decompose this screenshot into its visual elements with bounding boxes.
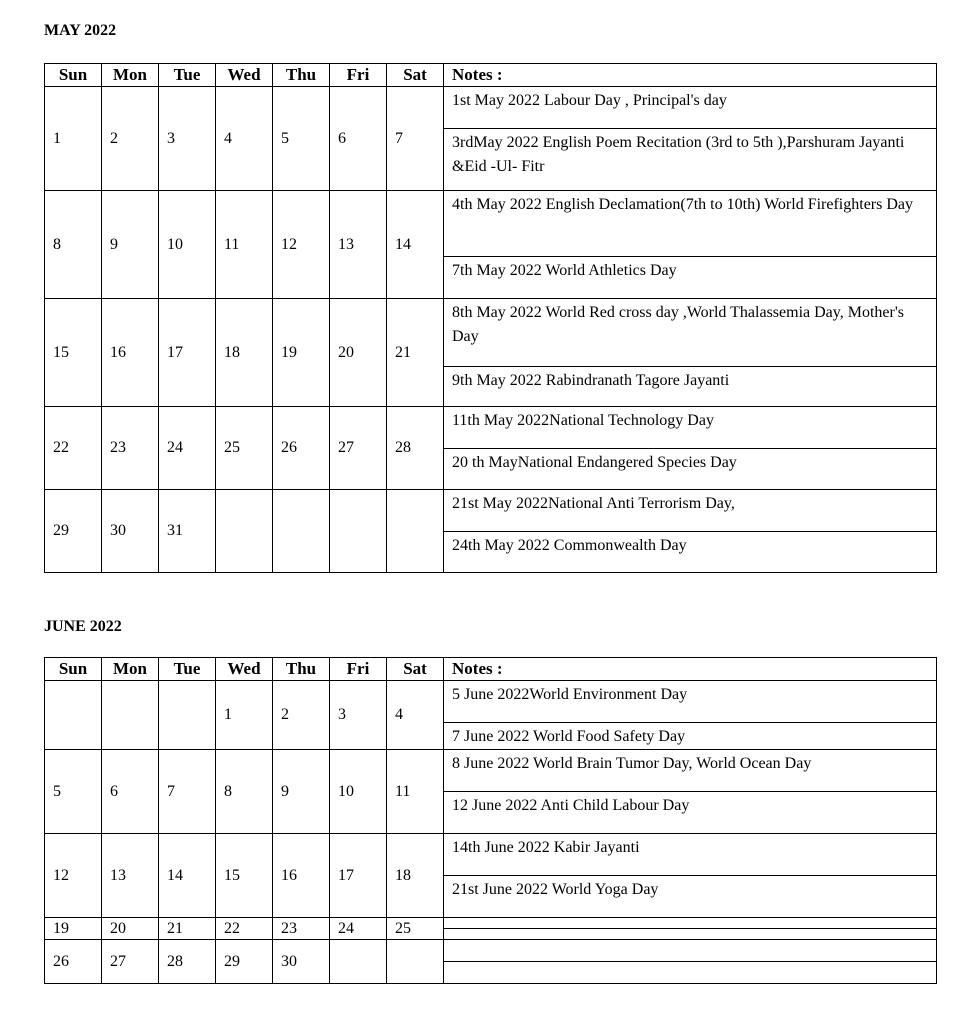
day-cell: 25 bbox=[216, 407, 273, 490]
note-text: 11th May 2022National Technology Day bbox=[452, 412, 714, 429]
day-cell: 2 bbox=[102, 87, 159, 191]
day-cell: 25 bbox=[387, 918, 444, 940]
day-cell: 28 bbox=[387, 407, 444, 490]
note-text: 24th May 2022 Commonwealth Day bbox=[452, 537, 687, 554]
day-header-tue: Tue bbox=[159, 658, 216, 681]
day-header-sun: Sun bbox=[45, 64, 102, 87]
day-cell: 27 bbox=[102, 940, 159, 984]
june-calendar-table bbox=[44, 657, 937, 984]
note-cell bbox=[444, 681, 937, 723]
day-cell: 18 bbox=[387, 834, 444, 918]
day-cell: 5 bbox=[45, 750, 102, 834]
day-cell: 26 bbox=[273, 407, 330, 490]
note-cell bbox=[444, 940, 937, 962]
note-text: 4th May 2022 English Declamation(7th to 10th) World Firefighters Day bbox=[452, 196, 914, 213]
day-cell: 8 bbox=[45, 191, 102, 299]
day-cell: 9 bbox=[273, 750, 330, 834]
day-header-thu: Thu bbox=[273, 658, 330, 681]
note-text: 1st May 2022 Labour Day , Principal's day bbox=[452, 92, 727, 109]
day-cell: 3 bbox=[330, 681, 387, 750]
day-header-wed: Wed bbox=[216, 658, 273, 681]
day-cell: 26 bbox=[45, 940, 102, 984]
day-cell bbox=[330, 490, 387, 573]
day-cell bbox=[159, 681, 216, 750]
day-cell: 6 bbox=[330, 87, 387, 191]
day-header-wed: Wed bbox=[216, 64, 273, 87]
note-text bbox=[452, 918, 930, 920]
day-cell bbox=[387, 940, 444, 984]
day-cell: 3 bbox=[159, 87, 216, 191]
day-cell: 17 bbox=[330, 834, 387, 918]
day-cell: 21 bbox=[387, 299, 444, 407]
day-cell: 23 bbox=[273, 918, 330, 940]
note-cell bbox=[444, 723, 937, 750]
day-cell: 16 bbox=[273, 834, 330, 918]
day-cell: 30 bbox=[102, 490, 159, 573]
note-cell bbox=[444, 129, 937, 191]
day-cell: 24 bbox=[330, 918, 387, 940]
day-cell: 27 bbox=[330, 407, 387, 490]
note-cell bbox=[444, 918, 937, 929]
day-header-mon: Mon bbox=[102, 64, 159, 87]
day-cell bbox=[387, 490, 444, 573]
note-text: 12 June 2022 Anti Child Labour Day bbox=[452, 797, 690, 814]
note-text: 21st May 2022National Anti Terrorism Day, bbox=[452, 495, 735, 512]
note-cell bbox=[444, 299, 937, 367]
day-cell bbox=[216, 490, 273, 573]
day-header-sat: Sat bbox=[387, 64, 444, 87]
day-cell: 29 bbox=[45, 490, 102, 573]
day-cell: 14 bbox=[387, 191, 444, 299]
note-text: 14th June 2022 Kabir Jayanti bbox=[452, 839, 640, 856]
note-cell bbox=[444, 962, 937, 984]
day-cell: 30 bbox=[273, 940, 330, 984]
note-cell bbox=[444, 191, 937, 257]
note-cell bbox=[444, 750, 937, 792]
day-header-sun: Sun bbox=[45, 658, 102, 681]
note-text: 9th May 2022 Rabindranath Tagore Jayanti bbox=[452, 372, 730, 389]
day-cell: 7 bbox=[387, 87, 444, 191]
note-cell bbox=[444, 929, 937, 940]
note-cell bbox=[444, 532, 937, 573]
note-text: 8th May 2022 World Red cross day ,World Thalassemia Day, Mother's Day bbox=[452, 304, 904, 345]
note-cell bbox=[444, 367, 937, 407]
day-cell: 28 bbox=[159, 940, 216, 984]
day-cell bbox=[45, 681, 102, 750]
day-cell: 12 bbox=[273, 191, 330, 299]
day-cell: 11 bbox=[216, 191, 273, 299]
day-cell: 9 bbox=[102, 191, 159, 299]
day-cell bbox=[330, 940, 387, 984]
notes-header: Notes : bbox=[444, 64, 937, 87]
note-cell bbox=[444, 490, 937, 532]
note-text: 7th May 2022 World Athletics Day bbox=[452, 262, 677, 279]
notes-header: Notes : bbox=[444, 658, 937, 681]
day-cell: 2 bbox=[273, 681, 330, 750]
day-cell: 20 bbox=[102, 918, 159, 940]
day-header-fri: Fri bbox=[330, 64, 387, 87]
day-cell: 31 bbox=[159, 490, 216, 573]
day-cell bbox=[273, 490, 330, 573]
day-cell: 24 bbox=[159, 407, 216, 490]
note-text bbox=[452, 962, 930, 964]
day-header-sat: Sat bbox=[387, 658, 444, 681]
note-text: 20 th MayNational Endangered Species Day bbox=[452, 454, 737, 471]
day-cell: 18 bbox=[216, 299, 273, 407]
day-cell: 11 bbox=[387, 750, 444, 834]
day-cell: 13 bbox=[330, 191, 387, 299]
day-header-mon: Mon bbox=[102, 658, 159, 681]
note-text: 21st June 2022 World Yoga Day bbox=[452, 881, 659, 898]
day-cell: 22 bbox=[45, 407, 102, 490]
day-cell: 4 bbox=[216, 87, 273, 191]
day-cell: 17 bbox=[159, 299, 216, 407]
day-cell: 1 bbox=[45, 87, 102, 191]
note-text: 3rdMay 2022 English Poem Recitation (3rd to 5th ),Parshuram Jayanti &Eid -Ul- Fitr bbox=[452, 134, 905, 175]
day-cell: 7 bbox=[159, 750, 216, 834]
note-cell bbox=[444, 87, 937, 129]
day-cell: 1 bbox=[216, 681, 273, 750]
day-cell: 15 bbox=[216, 834, 273, 918]
day-cell bbox=[102, 681, 159, 750]
day-cell: 8 bbox=[216, 750, 273, 834]
day-cell: 22 bbox=[216, 918, 273, 940]
day-header-thu: Thu bbox=[273, 64, 330, 87]
day-cell: 19 bbox=[45, 918, 102, 940]
note-cell bbox=[444, 876, 937, 918]
day-cell: 21 bbox=[159, 918, 216, 940]
day-cell: 20 bbox=[330, 299, 387, 407]
day-header-fri: Fri bbox=[330, 658, 387, 681]
day-cell: 6 bbox=[102, 750, 159, 834]
note-text bbox=[452, 929, 930, 931]
day-cell: 12 bbox=[45, 834, 102, 918]
day-cell: 15 bbox=[45, 299, 102, 407]
day-cell: 23 bbox=[102, 407, 159, 490]
note-text: 8 June 2022 World Brain Tumor Day, World Ocean Day bbox=[452, 755, 812, 772]
note-text: 7 June 2022 World Food Safety Day bbox=[452, 728, 686, 745]
day-cell: 16 bbox=[102, 299, 159, 407]
day-cell: 4 bbox=[387, 681, 444, 750]
day-header-tue: Tue bbox=[159, 64, 216, 87]
may-calendar-table bbox=[44, 63, 937, 573]
note-cell bbox=[444, 257, 937, 299]
day-cell: 14 bbox=[159, 834, 216, 918]
june-title: JUNE 2022 bbox=[44, 618, 122, 635]
note-cell bbox=[444, 407, 937, 449]
day-cell: 10 bbox=[330, 750, 387, 834]
note-text bbox=[452, 940, 930, 942]
note-text: 5 June 2022World Environment Day bbox=[452, 686, 688, 703]
note-cell bbox=[444, 449, 937, 490]
day-cell: 13 bbox=[102, 834, 159, 918]
day-cell: 29 bbox=[216, 940, 273, 984]
may-title: MAY 2022 bbox=[44, 22, 117, 39]
day-cell: 10 bbox=[159, 191, 216, 299]
note-cell bbox=[444, 792, 937, 834]
day-cell: 19 bbox=[273, 299, 330, 407]
note-cell bbox=[444, 834, 937, 876]
day-cell: 5 bbox=[273, 87, 330, 191]
